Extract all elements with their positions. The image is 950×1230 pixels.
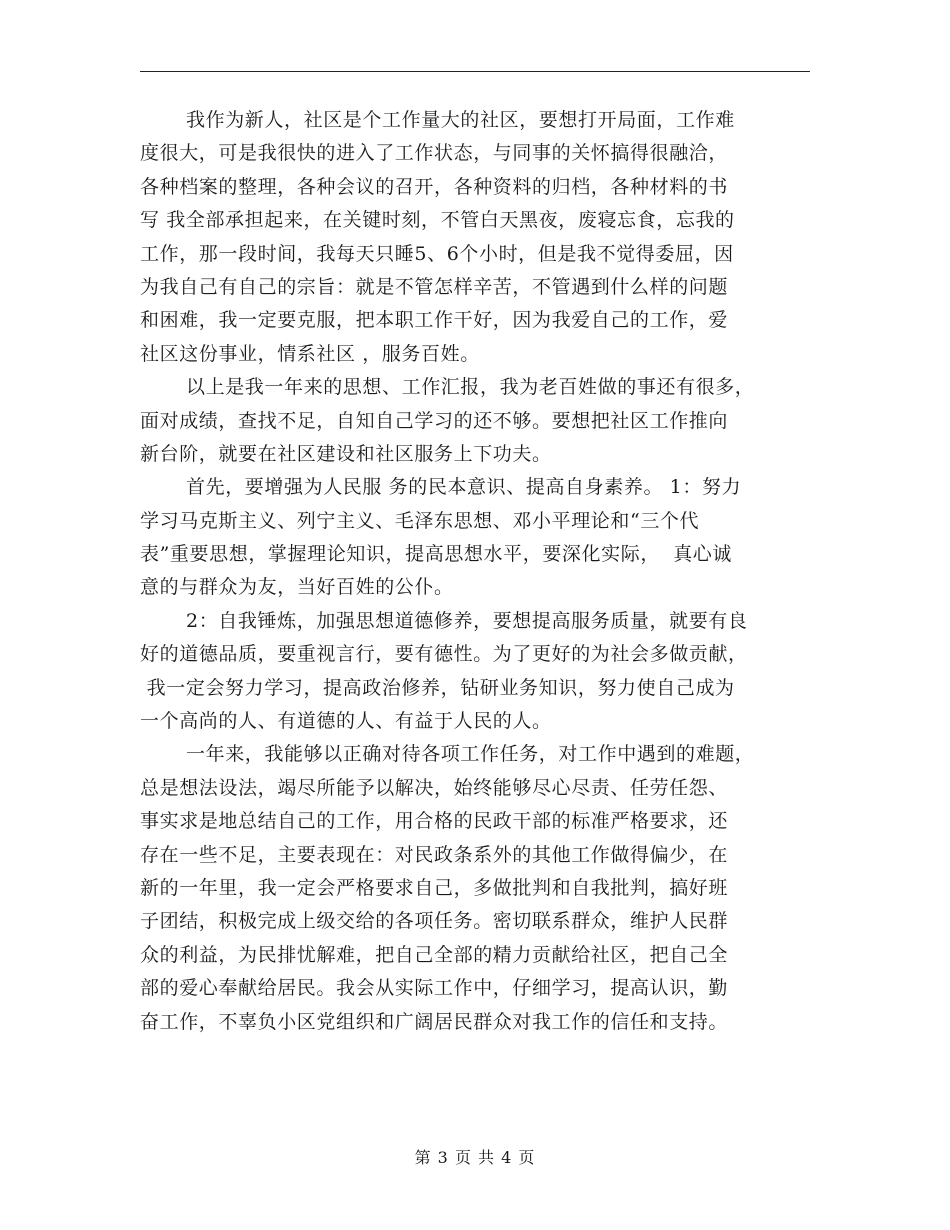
- text-line: 我作为新人，社区是个工作量大的社区，要想打开局面，工作难: [186, 109, 735, 131]
- text-line: 好的道德品质，要重视言行，要有德性。为了更好的为社会多做贡献，: [140, 643, 748, 666]
- text-line: 以上是我一年来的思想、工作汇报，我为老百姓做的事还有很多，: [186, 376, 755, 399]
- text-line: 事实求是地总结自己的工作，用合格的民政干部的标准严格要求，还: [140, 810, 729, 833]
- text-line: 部的爱心奉献给居民。我会从实际工作中，仔细学习，提高认识，勤: [140, 977, 729, 1000]
- text-line: 面对成绩，查找不足，自知自己学习的还不够。要想把社区工作推向: [140, 409, 729, 432]
- text-line: 新的一年里，我一定会严格要求自己，多做批判和自我批判，搞好班: [140, 876, 729, 899]
- text-line: 2：自我锤炼，加强思想道德修养，要想提高服务质量，就要有良: [186, 609, 748, 632]
- text-line: 工作，那一段时间，我每天只睡5、6个小时，但是我不觉得委屈，因: [140, 242, 734, 265]
- text-line: 一年来，我能够以正确对待各项工作任务，对工作中遇到的难题，: [186, 743, 755, 766]
- text-line: 我一定会努力学习，提高政治修养，钻研业务知识，努力使自己成为: [140, 676, 735, 699]
- header-rule: [140, 71, 810, 72]
- page-number: 第 3 页 共 4 页: [414, 1148, 536, 1167]
- text-line: 一个高尚的人、有道德的人、有益于人民的人。: [140, 710, 552, 733]
- text-line: 和困难，我一定要克服，把本职工作干好，因为我爱自己的工作，爱: [140, 309, 729, 332]
- text-line: 学习马克斯主义、列宁主义、毛泽东思想、邓小平理论和“三个代: [140, 509, 700, 532]
- text-line: 意的与群众为友，当好百姓的公仆。: [140, 576, 454, 599]
- text-line: 写 我全部承担起来，在关键时刻，不管白天黑夜，废寝忘食，忘我的: [140, 209, 735, 232]
- text-line: 表”重要思想，掌握理论知识，提高思想水平，要深化实际， 真心诚: [140, 543, 732, 566]
- text-line: 总是想法设法，竭尽所能予以解决，始终能够尽心尽责、任劳任怨、: [140, 776, 729, 799]
- text-line: 子团结，积极完成上级交给的各项任务。密切联系群众，维护人民群: [140, 910, 729, 933]
- text-line: 首先，要增强为人民服 务的民本意识、提高自身素养。 1：努力: [186, 476, 742, 499]
- text-line: 各种档案的整理，各种会议的召开，各种资料的归档，各种材料的书: [140, 175, 729, 198]
- text-line: 社区这份事业，情系社区 ，服务百姓。: [140, 342, 480, 365]
- text-line: 众的利益，为民排忧解难，把自己全部的精力贡献给社区，把自己全: [140, 943, 729, 966]
- text-line: 奋工作，不辜负小区党组织和广阔居民群众对我工作的信任和支持。: [140, 1010, 729, 1033]
- text-line: 新台阶，就要在社区建设和社区服务上下功夫。: [140, 442, 552, 465]
- text-line: 存在一些不足，主要表现在：对民政条系外的其他工作做得偏少，在: [140, 843, 729, 866]
- text-line: 度很大，可是我很快的进入了工作状态，与同事的关怀搞得很融洽，: [140, 142, 729, 165]
- document-body: [140, 104, 812, 1039]
- text-line: 为我自己有自己的宗旨：就是不管怎样辛苦，不管遇到什么样的问题: [140, 275, 729, 298]
